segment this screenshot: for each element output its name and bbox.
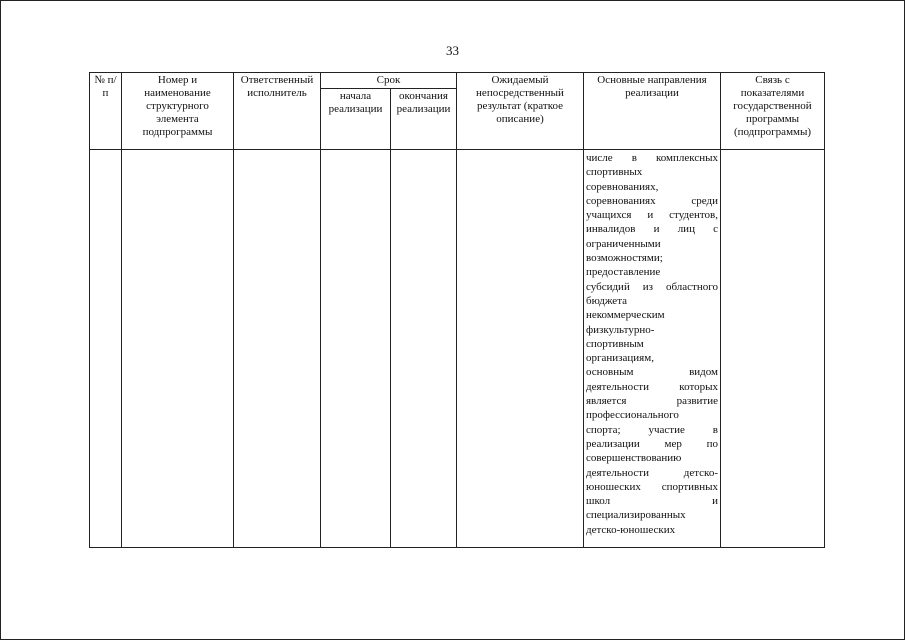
directions-line: ограниченными bbox=[586, 237, 661, 250]
cell-element-name bbox=[122, 150, 234, 548]
directions-line: спортивным bbox=[586, 337, 644, 350]
directions-line: детско-юношеских bbox=[586, 523, 676, 536]
header-term: Срок bbox=[321, 73, 457, 89]
header-element-name: Номер и наименование структурного элемента подпрограммы bbox=[122, 73, 234, 150]
directions-line: числе в комплексных bbox=[586, 152, 718, 164]
directions-line: соревнованиях, bbox=[586, 180, 659, 193]
cell-term-end bbox=[391, 150, 457, 548]
directions-line: физкультурно- bbox=[586, 323, 655, 336]
header-term-start: начала реализации bbox=[321, 89, 391, 150]
directions-line: спорта; участие в bbox=[586, 423, 718, 436]
cell-directions bbox=[584, 150, 721, 548]
header-term-end: окончания реализации bbox=[391, 89, 457, 150]
header-directions: Основные направления реализации bbox=[584, 73, 721, 150]
directions-line: профессионального bbox=[586, 409, 679, 422]
directions-line: школ и bbox=[586, 495, 718, 508]
directions-line: реализации мер по bbox=[586, 437, 718, 450]
directions-line: организациям, bbox=[586, 352, 654, 365]
directions-line: соревнованиях среди bbox=[586, 194, 718, 207]
directions-line: деятельности которых bbox=[586, 380, 718, 393]
directions-line: юношеских спортивных bbox=[586, 480, 718, 493]
directions-line: совершенствованию bbox=[586, 452, 682, 465]
directions-line: некоммерческим bbox=[586, 309, 665, 322]
cell-num bbox=[90, 150, 122, 548]
directions-line: возможностями; bbox=[586, 252, 663, 265]
directions-line: спортивных bbox=[586, 166, 643, 179]
subprogram-table bbox=[89, 72, 825, 548]
cell-program-link bbox=[721, 150, 825, 548]
directions-line: бюджета bbox=[586, 294, 628, 307]
header-expected-result: Ожидаемый непосредственный результат (краткое описание) bbox=[457, 73, 584, 150]
header-num: № п/п bbox=[90, 73, 122, 150]
cell-responsible bbox=[234, 150, 321, 548]
header-program-link: Связь с показателями государственной программы (подпрограммы) bbox=[721, 73, 825, 150]
cell-expected-result bbox=[457, 150, 584, 548]
directions-line: предоставление bbox=[586, 266, 661, 279]
page-number: 33 bbox=[446, 43, 459, 58]
directions-line: специализированных bbox=[586, 509, 686, 522]
header-responsible: Ответственный исполнитель bbox=[234, 73, 321, 150]
directions-line: учащихся и студентов, bbox=[586, 209, 718, 222]
cell-term-start bbox=[321, 150, 391, 548]
directions-line: деятельности детско- bbox=[586, 466, 718, 479]
directions-line: является развитие bbox=[586, 395, 718, 408]
directions-line: субсидий из областного bbox=[586, 280, 718, 293]
directions-line: основным видом bbox=[586, 366, 718, 379]
directions-line: инвалидов и лиц с bbox=[586, 223, 718, 236]
